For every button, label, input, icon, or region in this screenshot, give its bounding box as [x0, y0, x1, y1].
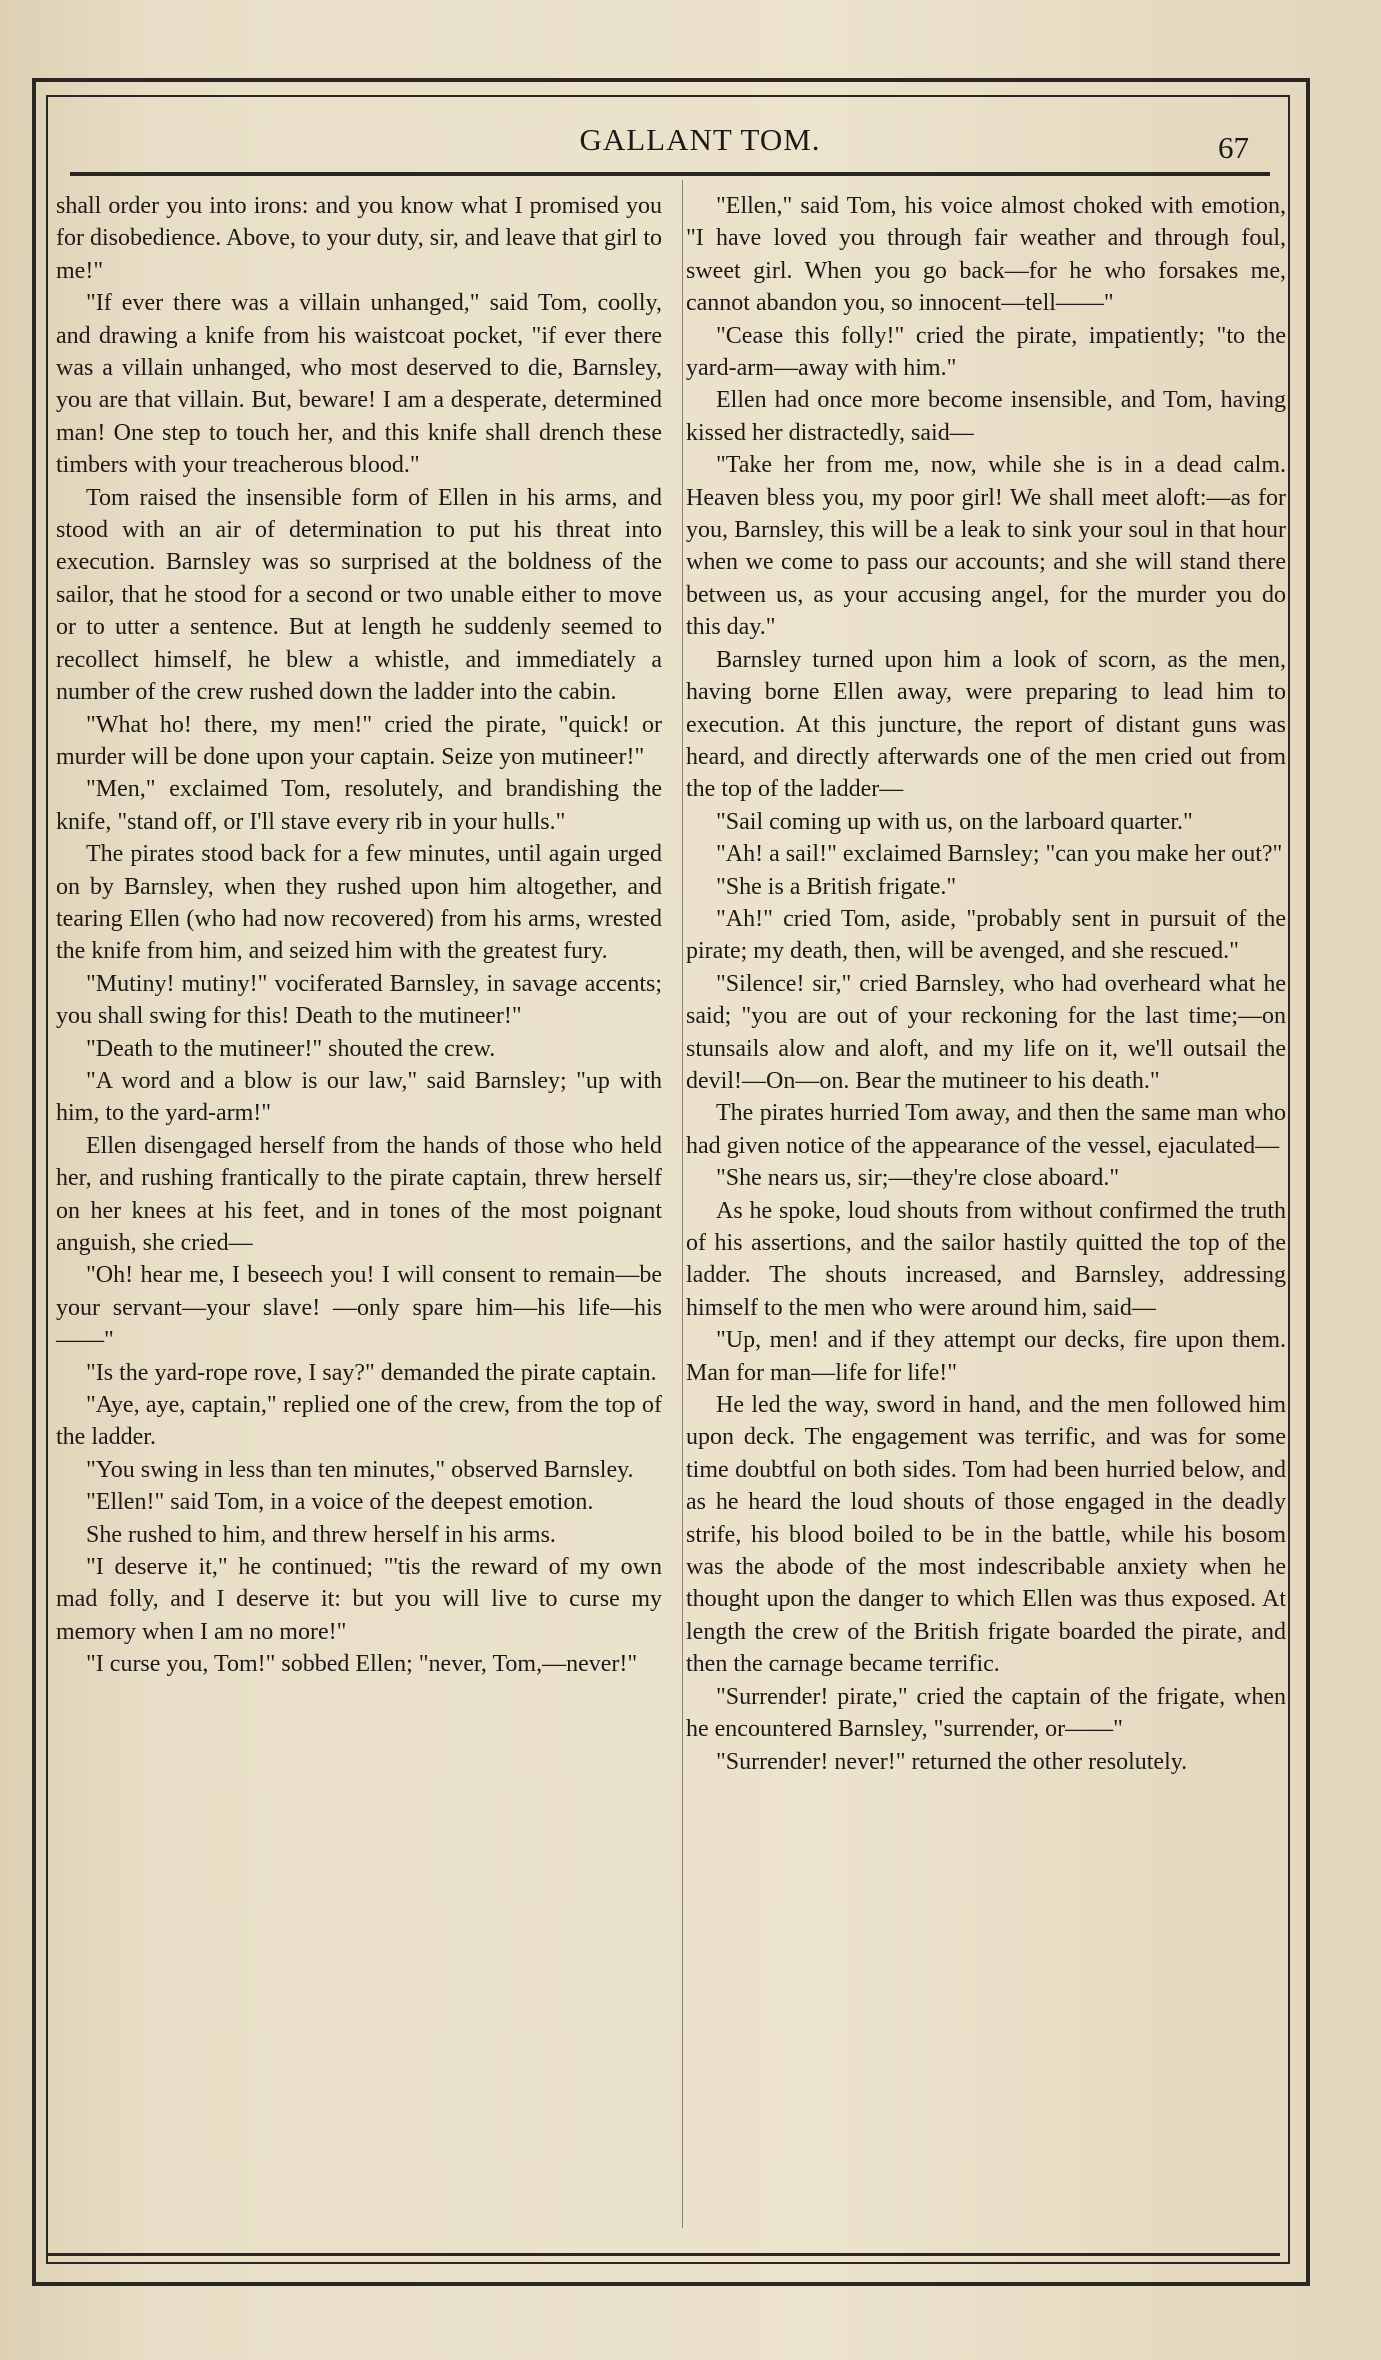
- paragraph: "Surrender! never!" returned the other resolutely.: [716, 1748, 1188, 1775]
- paragraph: "Is the yard-rope rove, I say?" demanded the pirate captain.: [86, 1359, 657, 1386]
- paragraph: "A word and a blow is our law," said Barnsley; "up with him, to the yard-arm!": [56, 1067, 662, 1127]
- paragraph: "Silence! sir," cried Barnsley, who had overheard what he said; "you are out of your reckoning for the last time;—on stunsails alow and aloft, and my life on it, we'll outsail the devil!—On—on. Bear the mutineer to his death.": [686, 970, 1286, 1094]
- paragraph: "She nears us, sir;—they're close aboard.": [716, 1165, 1120, 1192]
- paragraph: "Up, men! and if they attempt our decks, fire upon them. Man for man—life for life!": [686, 1327, 1286, 1386]
- paragraph: "I curse you, Tom!" sobbed Ellen; "never, Tom,—never!": [86, 1651, 638, 1678]
- paragraph: Ellen disengaged herself from the hands of those who held her, and rushing frantically to the pirate captain, threw herself on her knees at his feet, and in tones of the most poignant anguish, she cried—: [56, 1132, 662, 1256]
- paragraph: "Ah!" cried Tom, aside, "probably sent in pursuit of the pirate; my death, then, will be avenged, and she rescued.": [686, 905, 1286, 965]
- column-divider: [682, 180, 683, 2228]
- paragraph: "What ho! there, my men!" cried the pirate, "quick! or murder will be done upon your captain. Seize yon mutineer!": [56, 711, 662, 770]
- header-rule: [70, 172, 1270, 176]
- paragraph: As he spoke, loud shouts from without confirmed the truth of his assertions, and the sailor hastily quitted the top of the ladder. The shouts increased, and Barnsley, addressing himself to the men who were around him, said—: [686, 1197, 1286, 1321]
- paragraph: "I deserve it," he continued; "'tis the reward of my own mad folly, and I deserve it: but you will live to curse my memory when I am no more!": [56, 1554, 662, 1645]
- paragraph: She rushed to him, and threw herself in his arms.: [86, 1521, 556, 1548]
- paragraph: "Sail coming up with us, on the larboard quarter.": [716, 808, 1193, 835]
- paragraph: shall order you into irons: and you know what I promised you for disobedience. Above, to your duty, sir, and leave that girl to me!": [56, 193, 662, 284]
- paragraph: The pirates stood back for a few minutes, until again urged on by Barnsley, when they rushed upon him altogether, and tearing Ellen (who had now recovered) from his arms, wrested the knife from him, and seized him with the greatest fury.: [56, 841, 662, 965]
- paragraph: "Aye, aye, captain," replied one of the crew, from the top of the ladder.: [56, 1392, 662, 1451]
- page-number: 67: [1218, 130, 1249, 165]
- paragraph: "Cease this folly!" cried the pirate, impatiently; "to the yard-arm—away with him.": [686, 322, 1286, 382]
- left-column: [56, 190, 662, 1681]
- paragraph: Ellen had once more become insensible, and Tom, having kissed her distractedly, said—: [686, 387, 1286, 446]
- paragraph: "Death to the mutineer!" shouted the crew.: [86, 1035, 496, 1062]
- paragraph: "Surrender! pirate," cried the captain of the frigate, when he encountered Barnsley, "surrender, or——": [686, 1683, 1286, 1743]
- paragraph: "Mutiny! mutiny!" vociferated Barnsley, in savage accents; you shall swing for this! Death to the mutineer!": [56, 970, 662, 1030]
- paragraph: Barnsley turned upon him a look of scorn, as the men, having borne Ellen away, were preparing to lead him to execution. At this juncture, the report of distant guns was heard, and directly afterwards one of the men cried out from the top of the ladder—: [686, 646, 1286, 803]
- paragraph: "Men," exclaimed Tom, resolutely, and brandishing the knife, "stand off, or I'll stave every rib in your hulls.": [56, 776, 662, 835]
- paragraph: The pirates hurried Tom away, and then the same man who had given notice of the appearance of the vessel, ejaculated—: [686, 1100, 1286, 1159]
- paragraph: "She is a British frigate.": [716, 873, 957, 900]
- paragraph: "Ellen," said Tom, his voice almost choked with emotion, "I have loved you through fair weather and through foul, sweet girl. When you go back—for he who forsakes me, cannot abandon you, so innocent—tell——": [686, 193, 1286, 317]
- right-column: [686, 190, 1286, 1778]
- paragraph: "Take her from me, now, while she is in a dead calm. Heaven bless you, my poor girl! We shall meet aloft:—as for you, Barnsley, this will be a leak to sink your soul in that hour when we come to pass our accounts; and she will stand there between us, as your accusing angel, for the murder you do this day.": [686, 452, 1286, 641]
- paragraph: "Ah! a sail!" exclaimed Barnsley; "can you make her out?": [716, 841, 1283, 868]
- paragraph: "If ever there was a villain unhanged," said Tom, coolly, and drawing a knife from his waistcoat pocket, "if ever there was a villain unhanged, who most deserved to die, Barnsley, you are that villain. But, beware! I am a desperate, determined man! One step to touch her, and this knife shall drench these timbers with your treacherous blood.": [56, 290, 662, 479]
- paragraph: "You swing in less than ten minutes," observed Barnsley.: [86, 1456, 634, 1483]
- footer-rule: [48, 2253, 1280, 2256]
- paragraph: He led the way, sword in hand, and the men followed him upon deck. The engagement was terrific, and was for some time doubtful on both sides. Tom had been hurried below, and as he heard the loud shouts of those engaged in the deadly strife, his blood boiled to be in the battle, while his bosom was the abode of the most indescribable anxiety when he thought upon the danger to which Ellen was thus exposed. At length the crew of the British frigate boarded the pirate, and then the carnage became terrific.: [686, 1392, 1286, 1678]
- paragraph: "Oh! hear me, I beseech you! I will consent to remain—be your servant—your slave! —only spare him—his life—his——": [56, 1262, 662, 1354]
- running-head: GALLANT TOM.: [579, 122, 821, 157]
- paragraph: "Ellen!" said Tom, in a voice of the deepest emotion.: [86, 1489, 594, 1516]
- paragraph: Tom raised the insensible form of Ellen in his arms, and stood with an air of determination to put his threat into execution. Barnsley was so surprised at the boldness of the sailor, that he stood for a second or two unable either to move or to utter a sentence. But at length he suddenly seemed to recollect himself, he blew a whistle, and immediately a number of the crew rushed down the ladder into the cabin.: [56, 484, 662, 706]
